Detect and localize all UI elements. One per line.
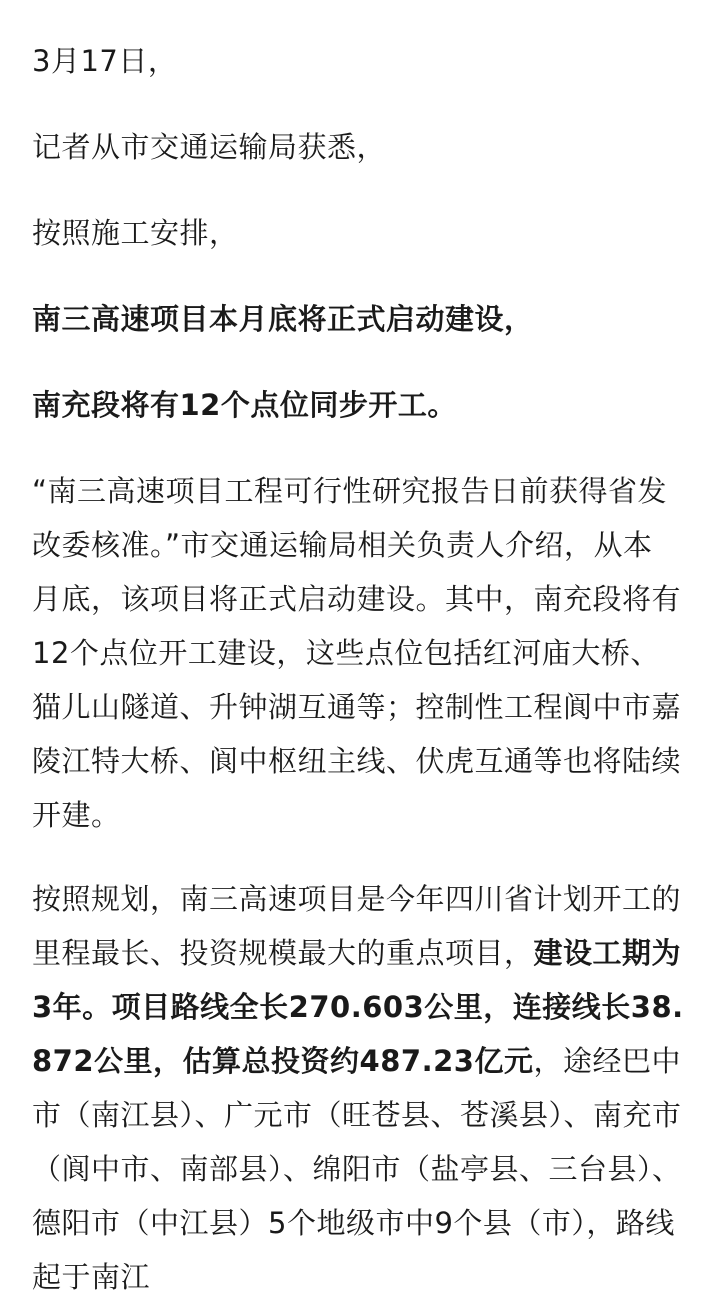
paragraph-source: 记者从市交通运输局获悉，	[32, 130, 387, 164]
paragraph-quote: “南三高速项目工程可行性研究报告日前获得省发改委核准。”市交通运输局相关负责人介绍，从本月底，该项目将正式启动建设。其中，南充段将有12个点位开工建设，这些点位包括红河庙大桥、猫儿山隧道、升钟湖互通等；控制性工程阆中市嘉陵江特大桥、阆中枢纽主线、伏虎互通等也将陆续开建。	[32, 474, 682, 832]
paragraph-headline-1: 南三高速项目本月底将正式启动建设，	[32, 302, 534, 336]
paragraph-headline-2: 南充段将有12个点位同步开工。	[32, 388, 457, 422]
paragraph-date: 3月17日，	[32, 44, 178, 78]
plan-text-tail: ，途经巴中市（南江县）、广元市（旺苍县、苍溪县）、南充市（阆中市、南部县）、绵阳市（盐亭县、三台县）、德阳市（中江县）5个地级市中9个县（市），路线起于南江	[32, 1044, 682, 1294]
plan-text-lead: 按照规划，南三高速项目是今年四川省计划开工的里程最长、投资规模最大的重点项目，	[32, 882, 682, 970]
plan-text-bold: 建设工期为3年。项目路线全长270.603公里，连接线长38.872公里，估算总投资约487.23亿元	[32, 936, 684, 1078]
paragraph-plan	[32, 872, 688, 1304]
paragraph-intro: 按照施工安排，	[32, 216, 239, 250]
